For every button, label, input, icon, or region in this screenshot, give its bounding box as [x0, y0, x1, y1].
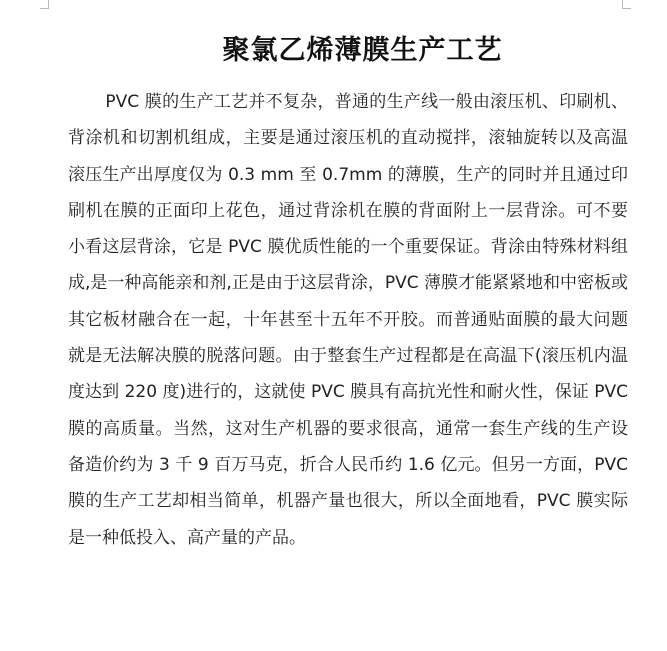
- body-paragraph: PVC 膜的生产工艺并不复杂，普通的生产线一般由滚压机、印刷机、背涂机和切割机组成，主要是通过滚压机的直动搅拌，滚轴旋转以及高温滚压生产出厚度仅为 0.3 mm 至 0.7mm 的薄膜，生产的同时并且通过印刷机在膜的正面印上花色，通过背涂机在膜的背面附上一层背涂。可不要小看这层背涂，它是 PVC 膜优质性能的一个重要保证。背涂由特殊材料组成,是一种高能亲和剂,正是由于这层背涂，PVC 薄膜才能紧紧地和中密板或其它板材融合在一起，十年甚至十五年不开胶。而普通贴面膜的最大问题就是无法解决膜的脱落问题。由于整套生产过程都是在高温下(滚压机内温度达到 220 度)进行的，这就使 PVC 膜具有高抗光性和耐火性，保证 PVC 膜的高质量。当然，这对生产机器的要求很高，通常一套生产线的生产设备造价约为 3 千 9 百万马克，折合人民币约 1.6 亿元。但另一方面，PVC 膜的生产工艺却相当简单，机器产量也很大，所以全面地看，PVC 膜实际是一种低投入、高产量的产品。: [68, 92, 628, 548]
- document-title: 聚氯乙烯薄膜生产工艺: [222, 35, 503, 67]
- margin-corner-mark-right: [622, 0, 631, 9]
- margin-corner-mark-left: [40, 0, 49, 9]
